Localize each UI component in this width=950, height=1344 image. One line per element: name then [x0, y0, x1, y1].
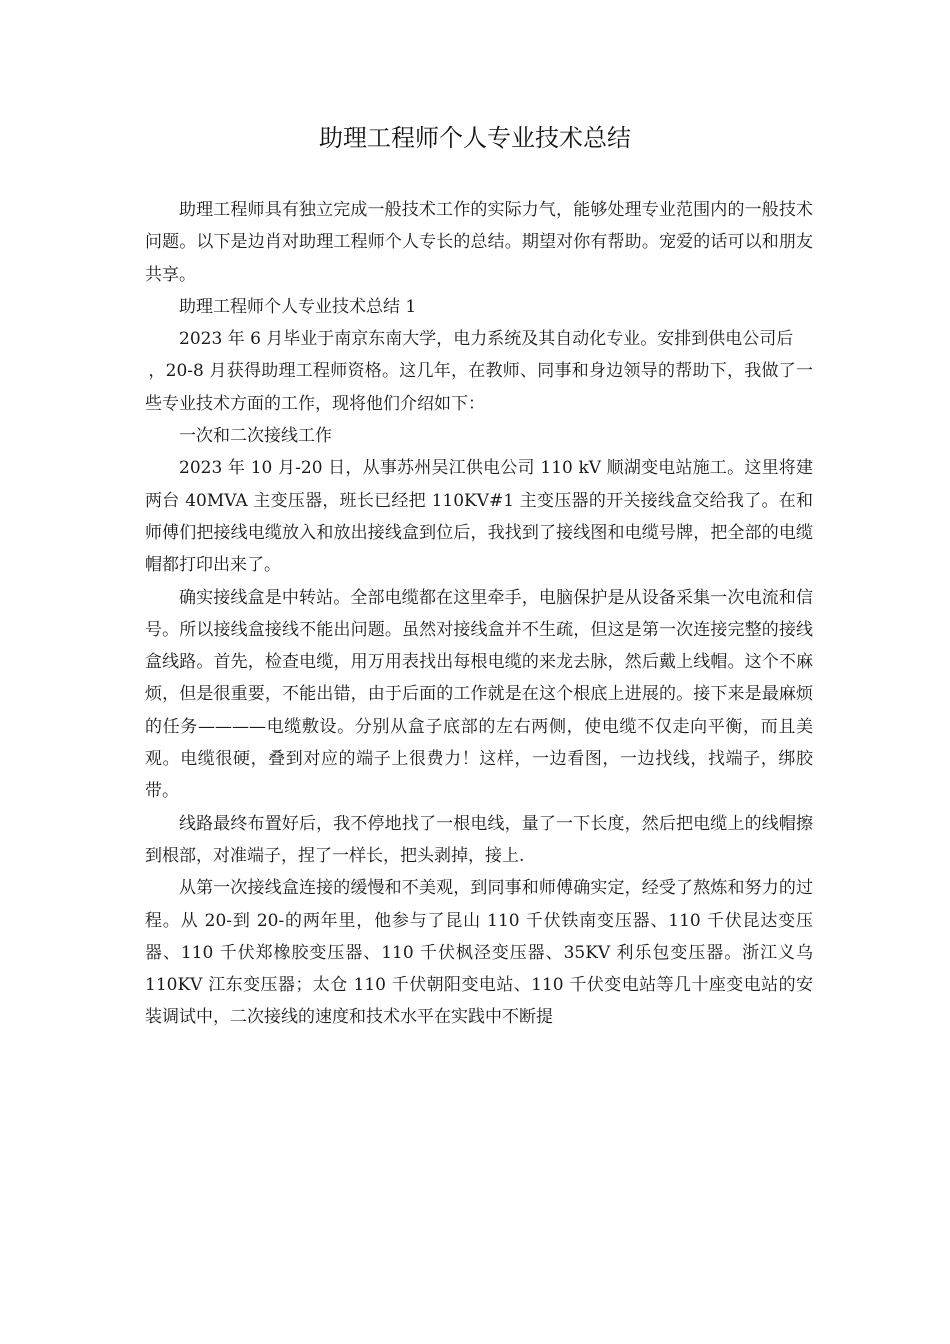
paragraph: 2023 年 6 月毕业于南京东南大学，电力系统及其自动化专业。安排到供电公司后 [179, 329, 794, 350]
paragraph: ，20-8 月获得助理工程师资格。这几年，在教师、同事和身边领导的帮助下，我做了一些专业技术方面的工作，现将他们介绍如下： [145, 361, 813, 414]
paragraph: 从第一次接线盒连接的缓慢和不美观，到同事和师傅确实定，经受了熬炼和努力的过程。从 20-到 20-的两年里，他参与了昆山 110 千伏铁南变压器、110 千伏昆达变压器、110 千伏郑橡胶变压器、110 千伏枫泾变压器、35KV 利乐包变压器。浙江义乌 110KV 江东变压器；太仓 110 千伏朝阳变电站、110 千伏变电站等几十座变电站的安装调试中，二次接线的速度和技术水平在实践中不断提 [145, 878, 813, 1028]
section-heading: 助理工程师个人专业技术总结 1 [179, 296, 417, 317]
paragraph: 线路最终布置好后，我不停地找了一根电线，量了一下长度，然后把电缆上的线帽擦到根部，对准端子，捏了一样长，把头剥掉，接上. [145, 813, 813, 866]
paragraph: 确实接线盒是中转站。全部电缆都在这里牵手，电脑保护是从设备采集一次电流和信号。所以接线盒接线不能出问题。虽然对接线盒并不生疏，但这是第一次连接完整的接线盒线路。首先，检查电缆，用万用表找出每根电缆的来龙去脉，然后戴上线帽。这个不麻烦，但是很重要，不能出错，由于后面的工作就是在这个根底上进展的。接下来是最麻烦的任务————电缆敷设。分别从盒子底部的左右两侧，使电缆不仅走向平衡，而且美观。电缆很硬，叠到对应的端子上很费力！这样，一边看图，一边找线，找端子，绑胶带。 [145, 587, 813, 802]
paragraph-intro: 助理工程师具有独立完成一般技术工作的实际力气，能够处理专业范围内的一般技术问题。以下是边肖对助理工程师个人专长的总结。期望对你有帮助。宠爱的话可以和朋友共享。 [145, 200, 813, 285]
paragraph: 2023 年 10 月-20 日，从事苏州吴江供电公司 110 kV 顺湖变电站施工。这里将建两台 40MVA 主变压器，班长已经把 110KV#1 主变压器的开关接线盒交给我了。在和师傅们把接线电缆放入和放出接线盒到位后，我找到了接线图和电缆号牌，把全部的电缆帽都打印出来了。 [145, 458, 813, 576]
document-title: 助理工程师个人专业技术总结 [319, 124, 631, 152]
document-body [145, 194, 813, 1034]
subsection-heading: 一次和二次接线工作 [179, 426, 332, 447]
